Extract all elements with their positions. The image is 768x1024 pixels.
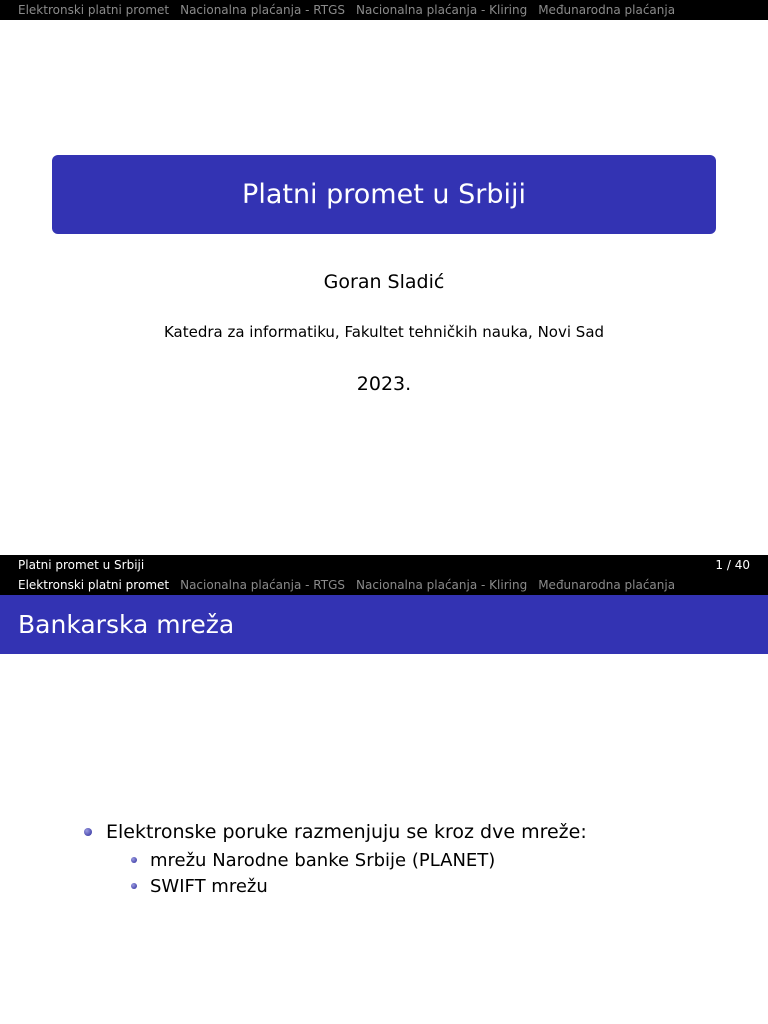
author: Goran Sladić [323, 271, 445, 293]
nav-item-elektronski[interactable]: Elektronski platni promet [18, 578, 170, 592]
frame-title-bar [0, 595, 768, 654]
frame-title: Bankarska mreža [18, 610, 235, 639]
presentation-title-box [52, 155, 716, 234]
nav-item-medjunarodna[interactable]: Međunarodna plaćanja [538, 578, 676, 592]
institute: Katedra za informatiku, Fakultet tehničkih nauka, Novi Sad [163, 323, 605, 341]
bullet-text: Elektronske poruke razmenjuju se kroz dve mreže: [106, 821, 587, 843]
section-navbar [0, 0, 768, 20]
footer-short-title: Platni promet u Srbiji [18, 558, 145, 572]
sub-list-item [131, 873, 587, 899]
presentation-title: Platni promet u Srbiji [242, 179, 526, 210]
bullet-list [84, 817, 587, 899]
content-slide [0, 555, 768, 1024]
page-number: 1 / 40 [715, 558, 750, 572]
section-navbar-2 [0, 575, 768, 595]
bullet-icon [131, 857, 137, 863]
sub-bullet-text: mrežu Narodne banke Srbije (PLANET) [150, 849, 496, 871]
nav-item-rtgs[interactable]: Nacionalna plaćanja - RTGS [180, 3, 345, 17]
nav-item-medjunarodna[interactable]: Međunarodna plaćanja [538, 3, 676, 17]
sub-list-item [131, 847, 587, 873]
footer-bar [0, 555, 768, 575]
nav-item-rtgs[interactable]: Nacionalna plaćanja - RTGS [180, 578, 345, 592]
nav-item-kliring[interactable]: Nacionalna plaćanja - Kliring [355, 578, 528, 592]
date: 2023. [356, 373, 412, 395]
nav-item-kliring[interactable]: Nacionalna plaćanja - Kliring [355, 3, 528, 17]
list-item [84, 817, 587, 847]
nav-item-elektronski[interactable]: Elektronski platni promet [18, 3, 170, 17]
bullet-icon [131, 883, 137, 889]
bullet-icon [84, 828, 92, 836]
sub-bullet-text: SWIFT mrežu [150, 875, 268, 897]
